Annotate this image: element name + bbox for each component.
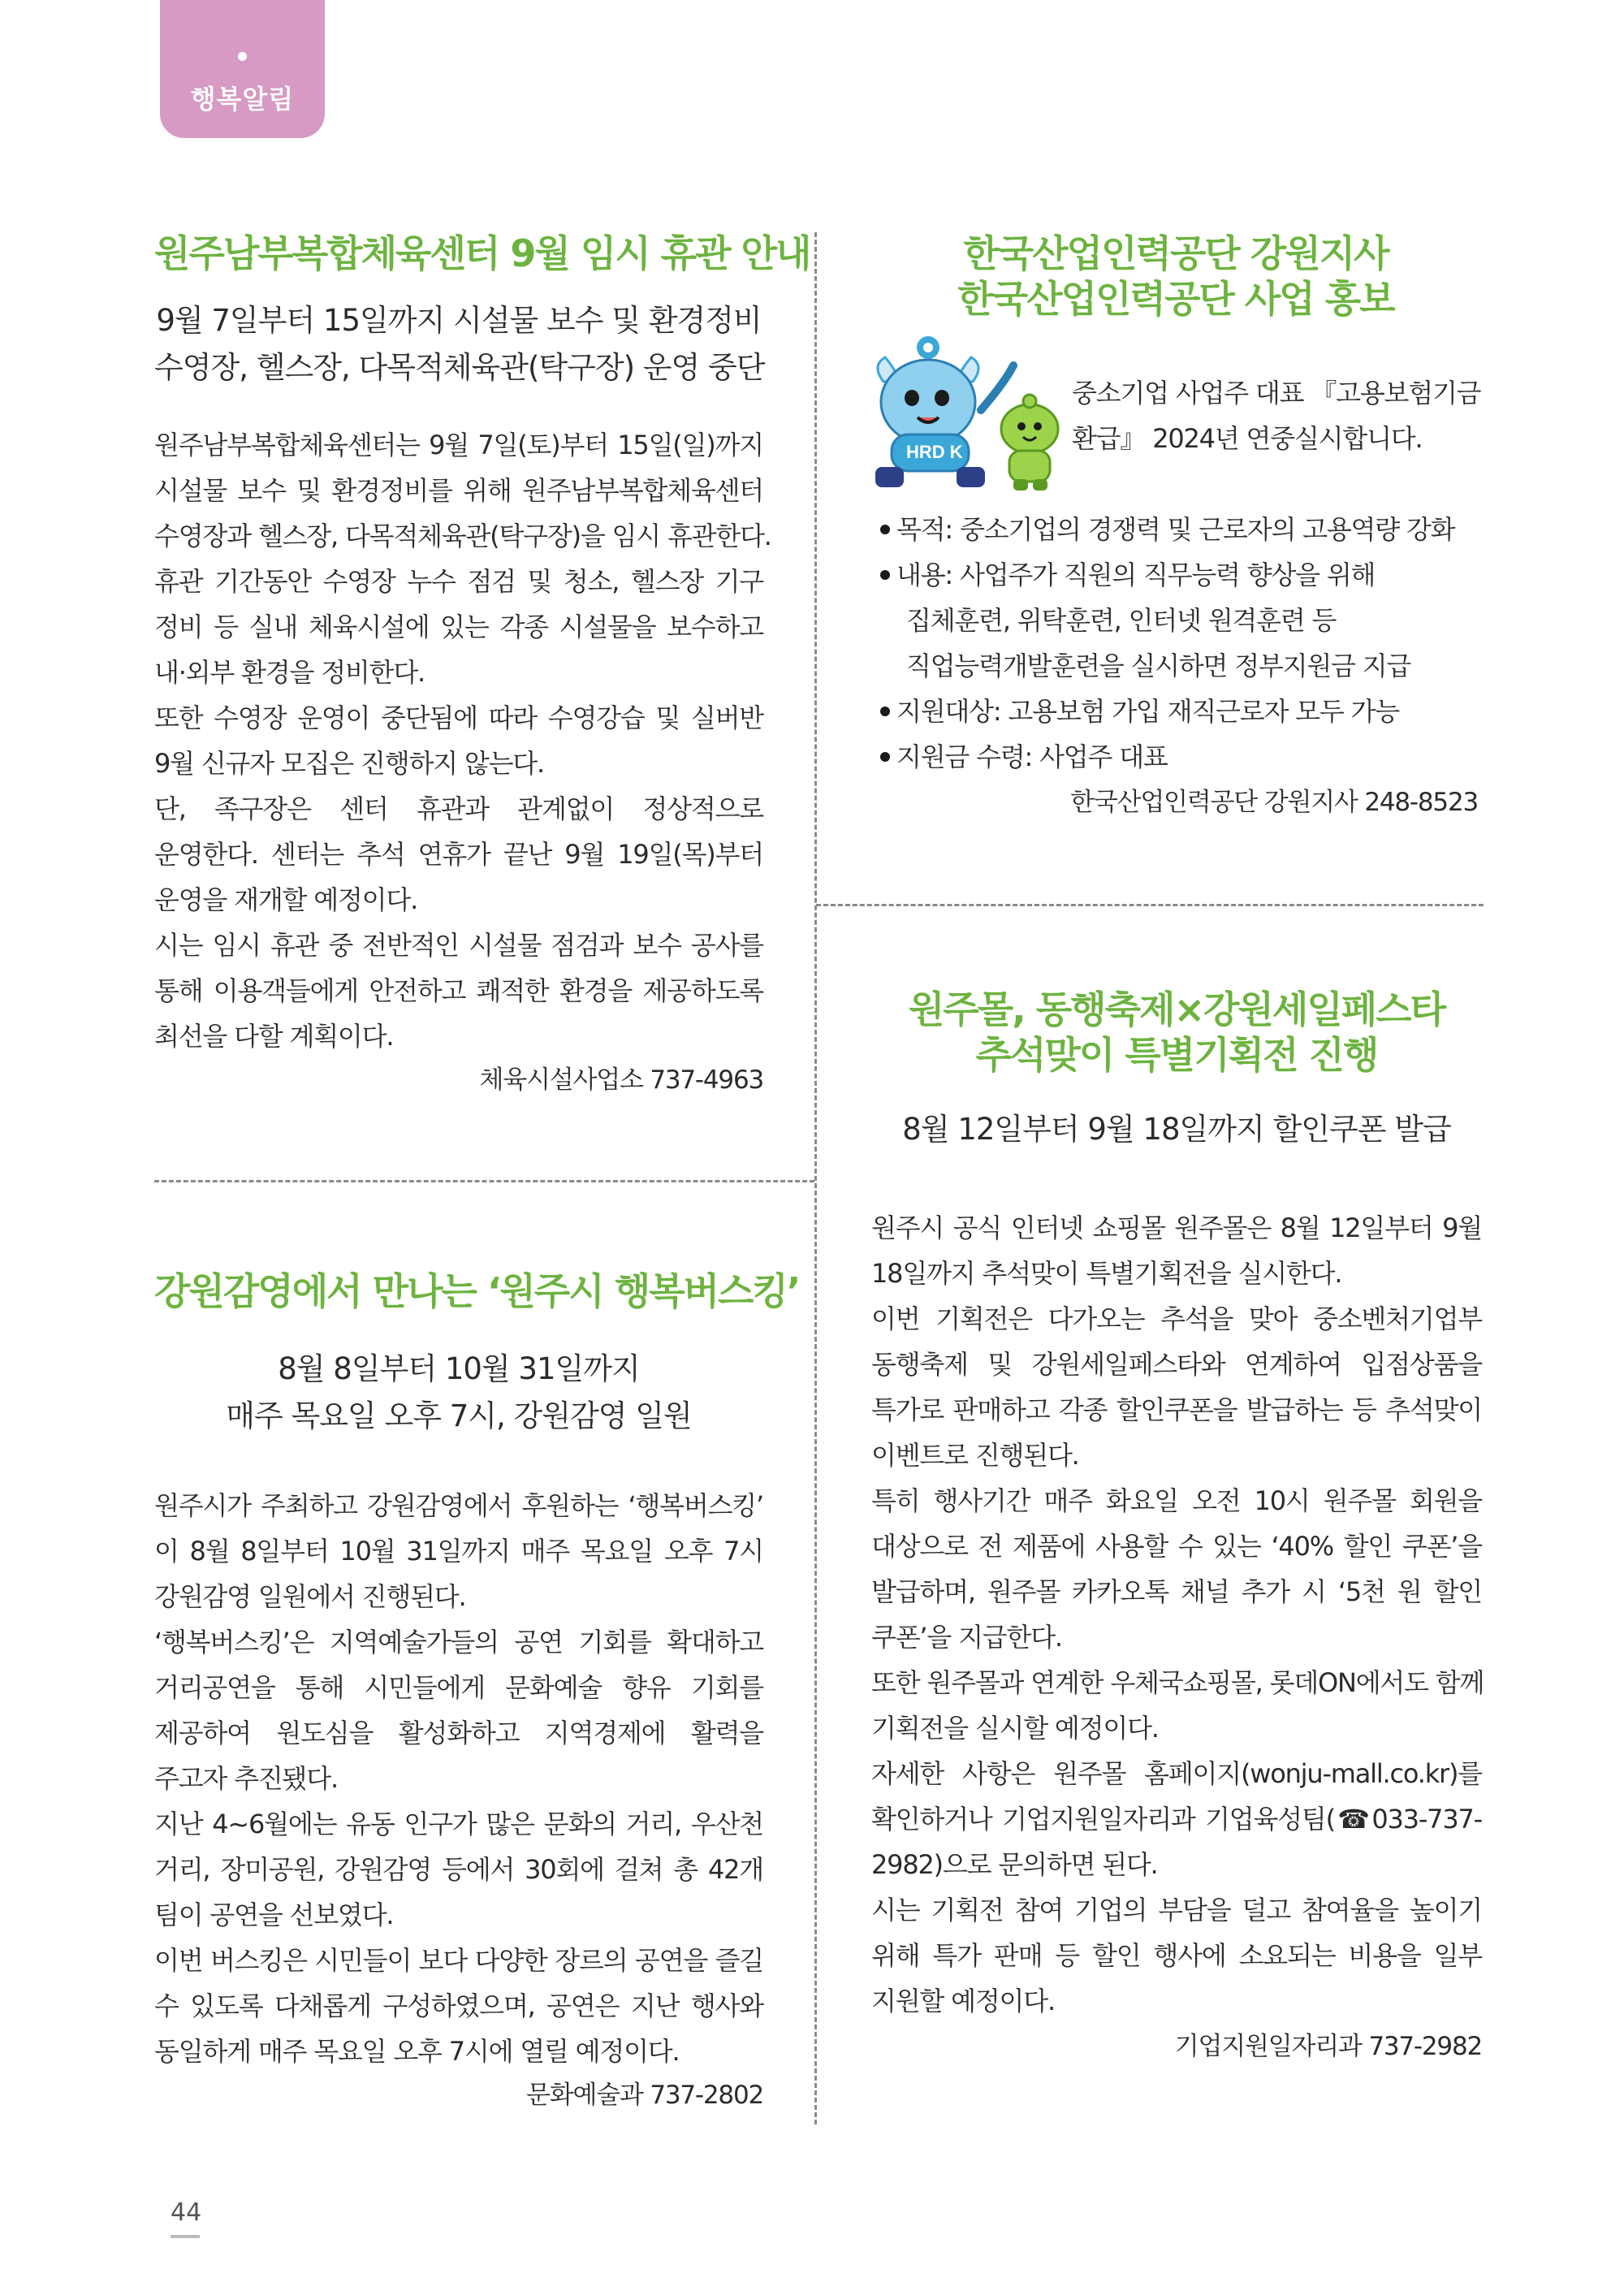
hrdk-logo-text: HRD K (906, 442, 963, 462)
bullet-text: 집체훈련, 위탁훈련, 인터넷 원격훈련 등 (906, 605, 1337, 636)
body-line: 확인하거나 기업지원일자리과 기업육성팀(☎033-737- (871, 1804, 1482, 1835)
bullet-item (877, 552, 1494, 598)
body-line: 위해 특가 판매 등 할인 행사에 소요되는 비용을 일부 (871, 1940, 1482, 1971)
body-line: 휴관 기간동안 수영장 누수 점검 및 청소, 헬스장 기구 (154, 566, 763, 597)
body-line: 수 있도록 다채롭게 구성하였으며, 공연은 지난 행사와 (154, 1990, 763, 2021)
body-line: 최선을 다할 계획이다. (154, 1021, 394, 1052)
bullet-dot-icon (880, 525, 890, 534)
bullet-item (877, 643, 1494, 689)
article-body (154, 422, 771, 1059)
body-line: 시설물 보수 및 환경정비를 위해 원주남부복합체육센터 (154, 475, 763, 506)
body-line: 내·외부 환경을 정비한다. (154, 657, 425, 688)
body-line: 단, 족구장은 센터 휴관과 관계없이 정상적으로 (154, 793, 763, 824)
bullet-text: 지원대상: 고용보험 가입 재직근로자 모두 가능 (896, 696, 1399, 727)
body-line: 대상으로 전 제품에 사용할 수 있는 ‘40% 할인 쿠폰’을 (871, 1531, 1482, 1562)
article-subtitle-line: 8월 8일부터 10월 31일까지 (278, 1351, 640, 1386)
article-title-line: 원주몰, 동행축제×강원세일페스타 (908, 988, 1445, 1031)
bullet-text: 목적: 중소기업의 경쟁력 및 근로자의 고용역량 강화 (896, 514, 1455, 545)
article-intro-line: 중소기업 사업주 대표 『고용보험기금 (1072, 378, 1481, 408)
body-line: 이번 기획전은 다가오는 추석을 맞아 중소벤처기업부 (871, 1303, 1482, 1334)
article-subtitle: 8월 12일부터 9월 18일까지 할인쿠폰 발급 (902, 1112, 1451, 1147)
body-line: 동일하게 매주 목요일 오후 7시에 열릴 예정이다. (154, 2036, 680, 2067)
body-line: 거리공연을 통해 시민들에게 문화예술 향유 기회를 (154, 1672, 763, 1703)
bullet-item (877, 598, 1494, 643)
body-line: 이 8월 8일부터 10월 31일까지 매주 목요일 오후 7시 (154, 1536, 763, 1567)
body-line: 이번 버스킹은 시민들이 보다 다양한 장르의 공연을 즐길 (154, 1945, 763, 1976)
body-line: 강원감영 일원에서 진행된다. (154, 1581, 466, 1612)
bullet-dot-icon (880, 707, 890, 716)
body-line: 또한 수영장 운영이 중단됨에 따라 수영강습 및 실버반 (154, 702, 763, 733)
bullet-text: 지원금 수령: 사업주 대표 (896, 741, 1168, 772)
article-body (154, 1483, 763, 2074)
body-line: 쿠폰’을 지급한다. (871, 1622, 1062, 1653)
bullet-text: 내용: 사업주가 직원의 직무능력 향상을 위해 (896, 560, 1376, 590)
article-subtitle-line: 9월 7일부터 15일까지 시설물 보수 및 환경정비 (156, 303, 762, 338)
body-line: 2982)으로 문의하면 된다. (871, 1849, 1158, 1880)
body-line: 팀이 공연을 선보였다. (154, 1900, 394, 1930)
body-line: 지난 4~6월에는 유동 인구가 많은 문화의 거리, 우산천 (154, 1809, 763, 1839)
hrdk-mascot-image (867, 333, 1062, 495)
article-body (871, 1205, 1482, 2024)
bullet-text: 직업능력개발훈련을 실시하면 정부지원금 지급 (906, 650, 1411, 681)
body-line: 거리, 장미공원, 강원감영 등에서 30회에 걸쳐 총 42개 (154, 1854, 763, 1885)
body-line: 18일까지 추석맞이 특별기획전을 실시한다. (871, 1258, 1342, 1289)
body-line: 수영장과 헬스장, 다목적체육관(탁구장)을 임시 휴관한다. (154, 521, 771, 551)
body-line: 이벤트로 진행된다. (871, 1440, 1079, 1471)
body-line: 동행축제 및 강원세일페스타와 연계하여 입점상품을 (871, 1349, 1482, 1380)
article-subtitle-line: 매주 목요일 오후 7시, 강원감영 일원 (226, 1398, 692, 1433)
article-title-line: 추석맞이 특별기획전 진행 (975, 1033, 1378, 1077)
bullet-dot-icon (880, 570, 890, 580)
body-line: ‘행복버스킹’은 지역예술가들의 공연 기회를 확대하고 (154, 1627, 763, 1658)
body-line: 자세한 사항은 원주몰 홈페이지(wonju-mall.co.kr)를 (871, 1758, 1482, 1789)
body-line: 주고자 추진됐다. (154, 1763, 338, 1794)
section-tab (160, 0, 325, 138)
body-line: 원주시 공식 인터넷 쇼핑몰 원주몰은 8월 12일부터 9월 (871, 1212, 1482, 1243)
column-divider (814, 232, 817, 2124)
article-title-line: 한국산업인력공단 사업 홍보 (957, 277, 1394, 321)
bullet-dot-icon (880, 752, 890, 762)
body-line: 기획전을 실시할 예정이다. (871, 1713, 1159, 1744)
tab-label: 행복알림 (190, 84, 295, 115)
tab-dot (238, 52, 247, 61)
body-line: 원주시가 주최하고 강원감영에서 후원하는 ‘행복버스킹’ (154, 1490, 763, 1521)
body-line: 통해 이용객들에게 안전하고 쾌적한 환경을 제공하도록 (154, 975, 763, 1006)
article-contact: 체육시설사업소 737-4963 (479, 1065, 763, 1095)
right-section-divider (816, 904, 1484, 906)
body-line: 또한 원주몰과 연계한 우체국쇼핑몰, 롯데ON에서도 함께 (871, 1667, 1484, 1698)
article-title: 강원감영에서 만나는 ‘원주시 행복버스킹’ (154, 1269, 800, 1313)
body-line: 제공하여 원도심을 활성화하고 지역경제에 활력을 (154, 1718, 763, 1748)
article-contact: 한국산업인력공단 강원지사 248-8523 (1070, 788, 1478, 817)
left-section-divider (154, 1180, 814, 1182)
article-subtitle-line: 수영장, 헬스장, 다목적체육관(탁구장) 운영 중단 (154, 350, 765, 385)
article-intro-line: 환급』 2024년 연중실시합니다. (1072, 423, 1423, 454)
page-number-rule (171, 2235, 200, 2238)
body-line: 운영한다. 센터는 추석 연휴가 끝난 9월 19일(목)부터 (154, 839, 763, 870)
article-title-line: 한국산업인력공단 강원지사 (963, 231, 1389, 275)
bullet-item (877, 507, 1494, 552)
article-bullet-list (877, 507, 1494, 780)
body-line: 시는 임시 휴관 중 전반적인 시설물 점검과 보수 공사를 (154, 930, 763, 961)
body-line: 원주남부복합체육센터는 9월 7일(토)부터 15일(일)까지 (154, 430, 763, 460)
article-contact: 기업지원일자리과 737-2982 (1174, 2032, 1482, 2061)
body-line: 운영을 재개할 예정이다. (154, 884, 418, 915)
page-number: 44 (171, 2198, 202, 2227)
body-line: 지원할 예정이다. (871, 1986, 1055, 2016)
body-line: 특가로 판매하고 각종 할인쿠폰을 발급하는 등 추석맞이 (871, 1394, 1482, 1425)
bullet-item (877, 734, 1494, 780)
article-title: 원주남부복합체육센터 9월 임시 휴관 안내 (154, 231, 810, 275)
body-line: 정비 등 실내 체육시설에 있는 각종 시설물을 보수하고 (154, 612, 763, 642)
article-contact: 문화예술과 737-2802 (525, 2081, 763, 2110)
body-line: 시는 기획전 참여 기업의 부담을 덜고 참여율을 높이기 (871, 1895, 1482, 1925)
body-line: 9월 신규자 모집은 진행하지 않는다. (154, 748, 544, 779)
body-line: 특히 행사기간 매주 화요일 오전 10시 원주몰 회원을 (871, 1485, 1482, 1516)
body-line: 발급하며, 원주몰 카카오톡 채널 추가 시 ‘5천 원 할인 (871, 1576, 1482, 1607)
bullet-item (877, 689, 1494, 734)
